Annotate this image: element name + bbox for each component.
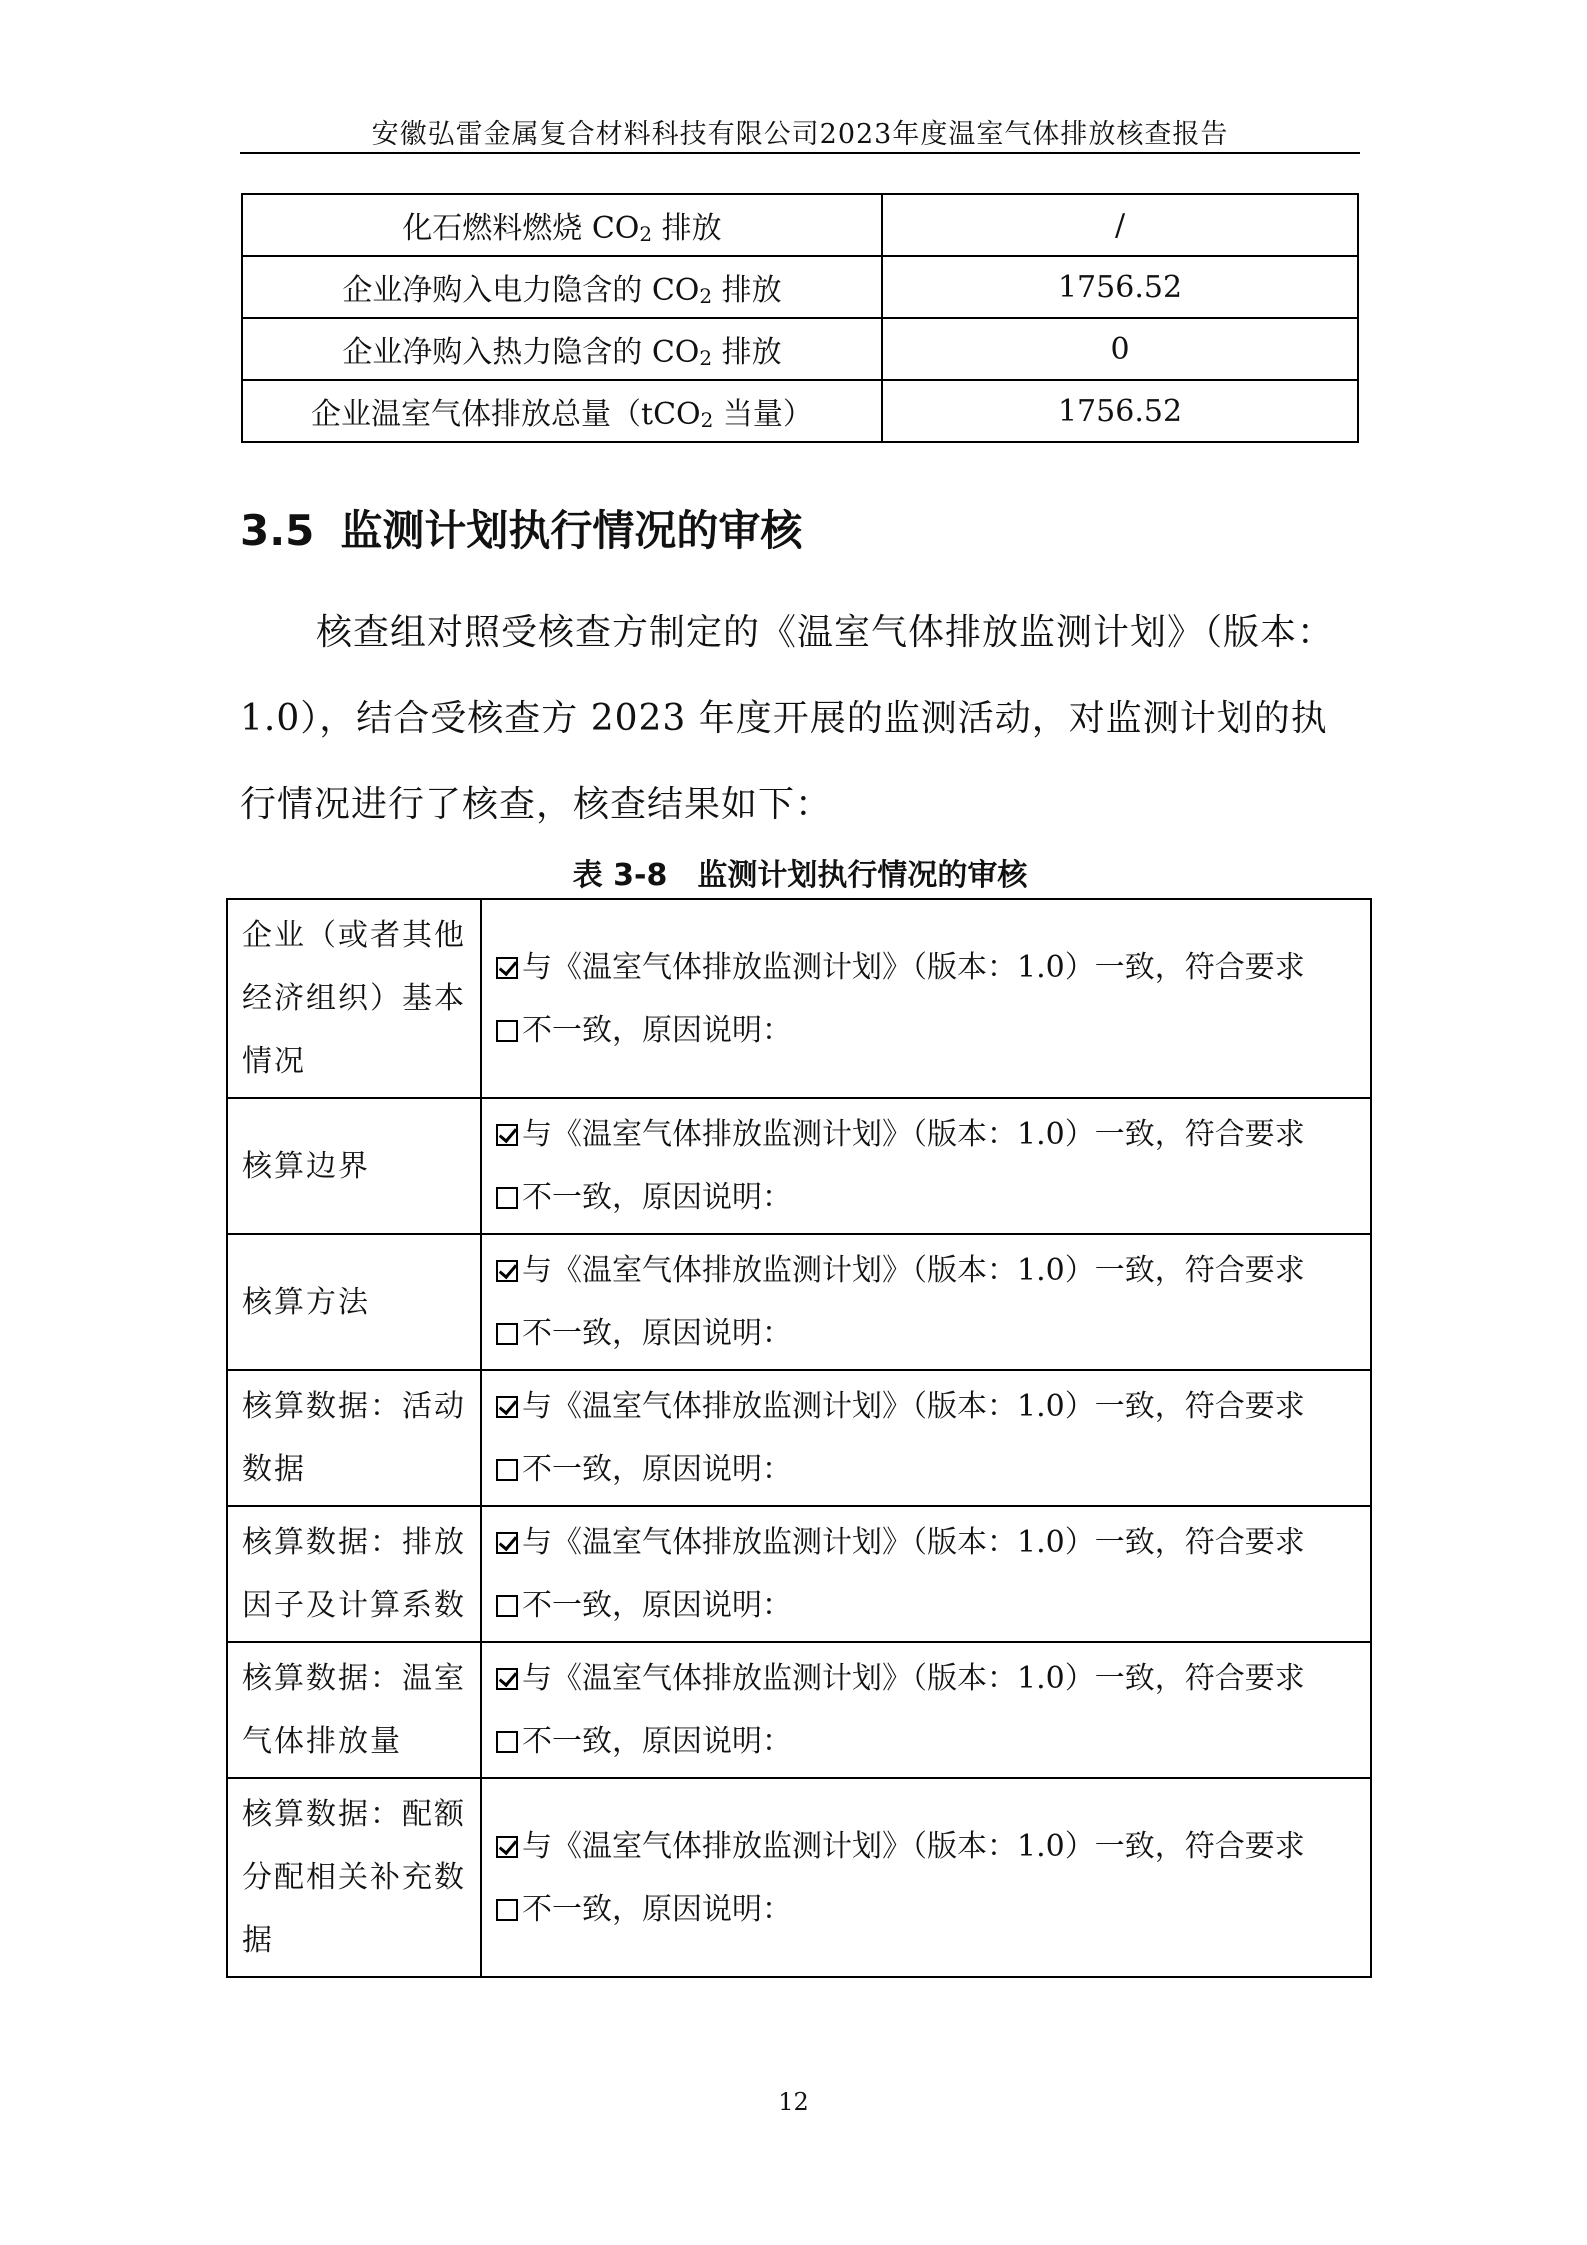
section-heading xyxy=(240,498,802,558)
option-cell xyxy=(481,1098,1371,1234)
option-consistent: 与《温室气体排放监测计划》（版本：1.0）一致，符合要求 xyxy=(496,1647,1356,1710)
row-value: 0 xyxy=(882,318,1358,380)
body-paragraph: 核查组对照受核查方制定的《温室气体排放监测计划》（版本：1.0），结合受核查方 2023 年度开展的监测活动，对监测计划的执行情况进行了核查，核查结果如下： xyxy=(240,612,1335,825)
row-value: / xyxy=(882,194,1358,256)
running-header: 安徽弘雷金属复合材料科技有限公司2023年度温室气体排放核查报告 xyxy=(371,119,1229,150)
table-row xyxy=(227,899,1371,1098)
table-row xyxy=(227,1098,1371,1234)
checked-box-icon[interactable] xyxy=(496,1668,518,1690)
caption-title: 监测计划执行情况的审核 xyxy=(697,858,1028,893)
table-row xyxy=(227,1506,1371,1642)
section-title: 监测计划执行情况的审核 xyxy=(340,506,803,555)
option-inconsistent: 不一致，原因说明： xyxy=(496,1574,1356,1637)
unchecked-box-icon[interactable] xyxy=(496,1595,518,1617)
item-label: 企业（或者其他经济组织）基本情况 xyxy=(227,899,481,1098)
option-inconsistent: 不一致，原因说明： xyxy=(496,1710,1356,1773)
option-inconsistent: 不一致，原因说明： xyxy=(496,999,1356,1062)
option-inconsistent: 不一致，原因说明： xyxy=(496,1878,1356,1941)
row-value: 1756.52 xyxy=(882,256,1358,318)
table-row xyxy=(242,318,1358,380)
checked-box-icon[interactable] xyxy=(496,1836,518,1858)
option-consistent: 与《温室气体排放监测计划》（版本：1.0）一致，符合要求 xyxy=(496,1511,1356,1574)
unchecked-box-icon[interactable] xyxy=(496,1899,518,1921)
row-value: 1756.52 xyxy=(882,380,1358,442)
emissions-summary-table xyxy=(241,193,1359,443)
monitoring-plan-audit-table xyxy=(226,898,1372,1978)
option-consistent: 与《温室气体排放监测计划》（版本：1.0）一致，符合要求 xyxy=(496,1103,1356,1166)
item-label: 核算数据：排放因子及计算系数 xyxy=(227,1506,481,1642)
option-cell xyxy=(481,1234,1371,1370)
table-caption xyxy=(240,850,1360,894)
option-cell xyxy=(481,1506,1371,1642)
option-consistent: 与《温室气体排放监测计划》（版本：1.0）一致，符合要求 xyxy=(496,1239,1356,1302)
table-row xyxy=(242,380,1358,442)
option-consistent: 与《温室气体排放监测计划》（版本：1.0）一致，符合要求 xyxy=(496,1375,1356,1438)
option-cell xyxy=(481,1778,1371,1977)
checked-box-icon[interactable] xyxy=(496,1532,518,1554)
checked-box-icon[interactable] xyxy=(496,957,518,979)
table-row xyxy=(227,1370,1371,1506)
table-row xyxy=(242,194,1358,256)
option-cell xyxy=(481,1642,1371,1778)
item-label: 核算数据：温室气体排放量 xyxy=(227,1642,481,1778)
table-row xyxy=(227,1234,1371,1370)
option-inconsistent: 不一致，原因说明： xyxy=(496,1302,1356,1365)
item-label: 核算边界 xyxy=(227,1098,481,1234)
option-cell xyxy=(481,899,1371,1098)
checked-box-icon[interactable] xyxy=(496,1124,518,1146)
checked-box-icon[interactable] xyxy=(496,1260,518,1282)
row-label: 企业净购入电力隐含的 $CO_2$ 排放 xyxy=(242,256,882,318)
unchecked-box-icon[interactable] xyxy=(496,1020,518,1042)
checked-box-icon[interactable] xyxy=(496,1396,518,1418)
row-label: 化石燃料燃烧 $CO_2$ 排放 xyxy=(242,194,882,256)
page-number: 12 xyxy=(778,2088,809,2116)
item-label: 核算数据：活动数据 xyxy=(227,1370,481,1506)
section-number: 3.5 xyxy=(240,506,315,555)
table-row xyxy=(227,1778,1371,1977)
option-inconsistent: 不一致，原因说明： xyxy=(496,1166,1356,1229)
unchecked-box-icon[interactable] xyxy=(496,1187,518,1209)
unchecked-box-icon[interactable] xyxy=(496,1323,518,1345)
option-consistent: 与《温室气体排放监测计划》（版本：1.0）一致，符合要求 xyxy=(496,1815,1356,1878)
table-row xyxy=(227,1642,1371,1778)
option-cell xyxy=(481,1370,1371,1506)
row-label: 企业净购入热力隐含的 $CO_2$ 排放 xyxy=(242,318,882,380)
unchecked-box-icon[interactable] xyxy=(496,1459,518,1481)
option-inconsistent: 不一致，原因说明： xyxy=(496,1438,1356,1501)
item-label: 核算数据：配额分配相关补充数据 xyxy=(227,1778,481,1977)
option-consistent: 与《温室气体排放监测计划》（版本：1.0）一致，符合要求 xyxy=(496,936,1356,999)
header-rule xyxy=(240,152,1360,154)
row-label: 企业温室气体排放总量（tCO$_2$ 当量） xyxy=(242,380,882,442)
item-label: 核算方法 xyxy=(227,1234,481,1370)
unchecked-box-icon[interactable] xyxy=(496,1731,518,1753)
table-row xyxy=(242,256,1358,318)
caption-id: 表 3-8 xyxy=(572,858,668,893)
